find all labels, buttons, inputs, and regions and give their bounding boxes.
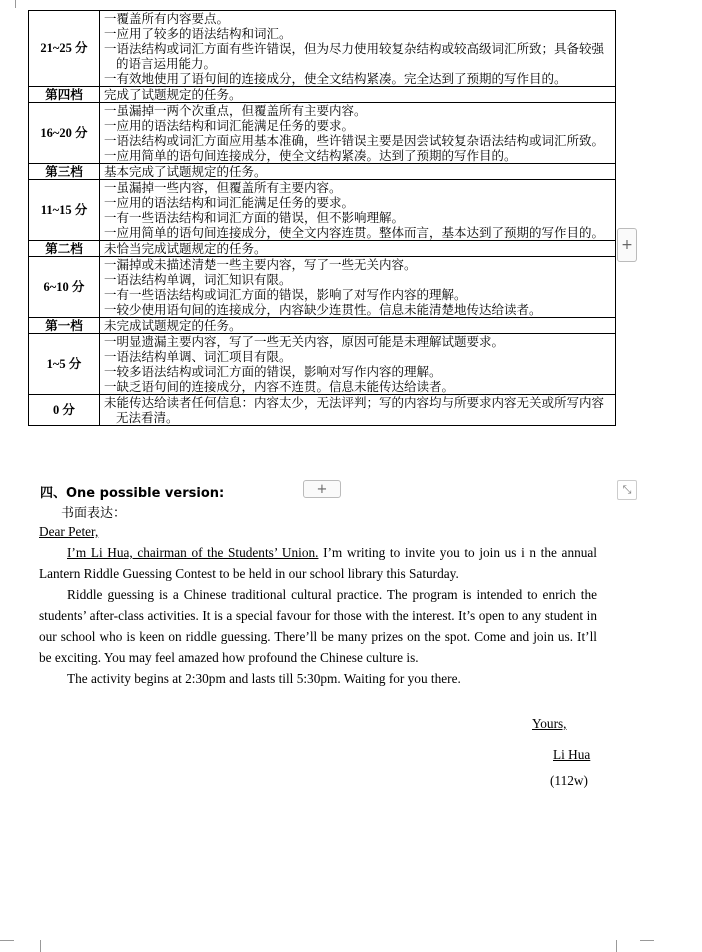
rubric-row xyxy=(29,318,616,334)
rubric-row xyxy=(29,395,616,426)
letter-paragraph-1: I’m Li Hua, chairman of the Students’ Union. I’m writing to invite you to join us i n the annual Lantern Riddle Guessing Contest to be held in our school library this Saturday. xyxy=(39,545,597,581)
rubric-criterion-line: 一语法结构或词汇方面有些许错误，但为尽力使用较复杂结构或较高级词汇所致；具备较强的语言运用能力。 xyxy=(104,41,605,71)
rubric-criteria xyxy=(100,334,616,395)
rubric-row xyxy=(29,87,616,103)
crop-mark xyxy=(15,0,16,8)
rubric-criterion-line: 一语法结构或词汇方面应用基本准确，些许错误主要是因尝试较复杂语法结构或词汇所致。 xyxy=(104,133,605,148)
add-row-button[interactable]: + xyxy=(303,480,341,498)
crop-mark xyxy=(640,940,654,941)
rubric-row xyxy=(29,180,616,241)
rubric-criterion-line: 一应用简单的语句间连接成分，使全文结构紧凑。达到了预期的写作目的。 xyxy=(104,148,517,163)
table-resize-icon[interactable]: ⤡ xyxy=(617,480,637,500)
rubric-criterion-line: 未能传达给读者任何信息：内容太少，无法评判；写的内容均与所要求内容无关或所写内容无法看清。 xyxy=(104,395,605,425)
rubric-level-label: 16~20 分 xyxy=(29,103,100,164)
rubric-level-label: 第四档 xyxy=(29,87,100,103)
rubric-criterion-line: 一虽漏掉一两个次重点，但覆盖所有主要内容。 xyxy=(104,103,367,118)
rubric-criteria xyxy=(100,103,616,164)
rubric-criterion-line: 未完成试题规定的任务。 xyxy=(104,318,242,333)
rubric-criteria xyxy=(100,395,616,426)
rubric-criterion-line: 一有一些语法结构和词汇方面的错误，但不影响理解。 xyxy=(104,210,405,225)
rubric-criteria xyxy=(100,87,616,103)
rubric-criterion-line: 一有效地使用了语句间的连接成分，使全文结构紧凑。完全达到了预期的写作目的。 xyxy=(104,71,567,86)
crop-mark xyxy=(40,940,41,952)
letter-paragraph-2: Riddle guessing is a Chinese traditional cultural practice. The program is intended to enrich the students’ after-class activities. It is a special favour for those with the interest. It’s open to any student in our school who is keen on riddle guessing. There’ll be many prizes on the spot. Come and join us. It’ll be exciting. You may feel amazed how profound the Chinese culture is. xyxy=(39,587,597,665)
rubric-criteria xyxy=(100,164,616,180)
rubric-criterion-line: 完成了试题规定的任务。 xyxy=(104,87,242,102)
letter-signature: Li Hua xyxy=(553,747,591,762)
rubric-criterion-line: 一有一些语法结构或词汇方面的错误，影响了对写作内容的理解。 xyxy=(104,287,467,302)
rubric-criterion-line: 一语法结构单调、词汇项目有限。 xyxy=(104,349,292,364)
letter-closing: Yours, xyxy=(532,716,567,731)
rubric-criterion-line: 一缺乏语句间的连接成分，内容不连贯。信息未能传达给读者。 xyxy=(104,379,455,394)
rubric-criteria xyxy=(100,241,616,257)
rubric-criterion-line: 一覆盖所有内容要点。 xyxy=(104,11,230,26)
rubric-row xyxy=(29,257,616,318)
word-count: (112w) xyxy=(550,773,588,788)
rubric-criterion-line: 一较少使用语句间的连接成分，内容缺少连贯性。信息未能清楚地传达给读者。 xyxy=(104,302,542,317)
scoring-rubric-table xyxy=(28,10,616,426)
letter-greeting: Dear Peter, xyxy=(39,524,99,539)
rubric-level-label: 21~25 分 xyxy=(29,11,100,87)
rubric-level-label: 第一档 xyxy=(29,318,100,334)
rubric-row xyxy=(29,103,616,164)
rubric-row xyxy=(29,334,616,395)
letter-paragraph-3: The activity begins at 2:30pm and lasts till 5:30pm. Waiting for you there. xyxy=(67,671,461,686)
rubric-criterion-line: 一虽漏掉一些内容，但覆盖所有主要内容。 xyxy=(104,180,342,195)
rubric-level-label: 1~5 分 xyxy=(29,334,100,395)
crop-mark xyxy=(616,940,617,952)
sample-letter xyxy=(39,521,597,689)
rubric-criteria xyxy=(100,257,616,318)
rubric-criterion-line: 一较多语法结构或词汇方面的错误，影响对写作内容的理解。 xyxy=(104,364,442,379)
section-subheading: 书面表达： xyxy=(61,506,127,521)
rubric-level-label: 第三档 xyxy=(29,164,100,180)
rubric-level-label: 0 分 xyxy=(29,395,100,426)
rubric-level-label: 11~15 分 xyxy=(29,180,100,241)
rubric-criterion-line: 一语法结构单调，词汇知识有限。 xyxy=(104,272,292,287)
rubric-criterion-line: 一应用的语法结构和词汇能满足任务的要求。 xyxy=(104,118,355,133)
rubric-criterion-line: 一明显遗漏主要内容，写了一些无关内容，原因可能是未理解试题要求。 xyxy=(104,334,505,349)
rubric-row xyxy=(29,164,616,180)
rubric-row xyxy=(29,241,616,257)
rubric-criterion-line: 一应用的语法结构和词汇能满足任务的要求。 xyxy=(104,195,355,210)
rubric-criterion-line: 一漏掉或未描述清楚一些主要内容，写了一些无关内容。 xyxy=(104,257,417,272)
rubric-criterion-line: 一应用了较多的语法结构和词汇。 xyxy=(104,26,292,41)
rubric-criteria xyxy=(100,318,616,334)
rubric-level-label: 第二档 xyxy=(29,241,100,257)
rubric-row xyxy=(29,11,616,87)
rubric-criterion-line: 未恰当完成试题规定的任务。 xyxy=(104,241,267,256)
add-column-button[interactable]: + xyxy=(617,228,637,262)
rubric-criteria xyxy=(100,11,616,87)
section-heading: 四、One possible version: xyxy=(40,486,225,501)
rubric-criterion-line: 一应用简单的语句间连接成分，使全文内容连贯。整体而言，基本达到了预期的写作目的。 xyxy=(104,225,605,240)
rubric-criterion-line: 基本完成了试题规定的任务。 xyxy=(104,164,267,179)
rubric-level-label: 6~10 分 xyxy=(29,257,100,318)
rubric-criteria xyxy=(100,180,616,241)
crop-mark xyxy=(0,940,14,941)
